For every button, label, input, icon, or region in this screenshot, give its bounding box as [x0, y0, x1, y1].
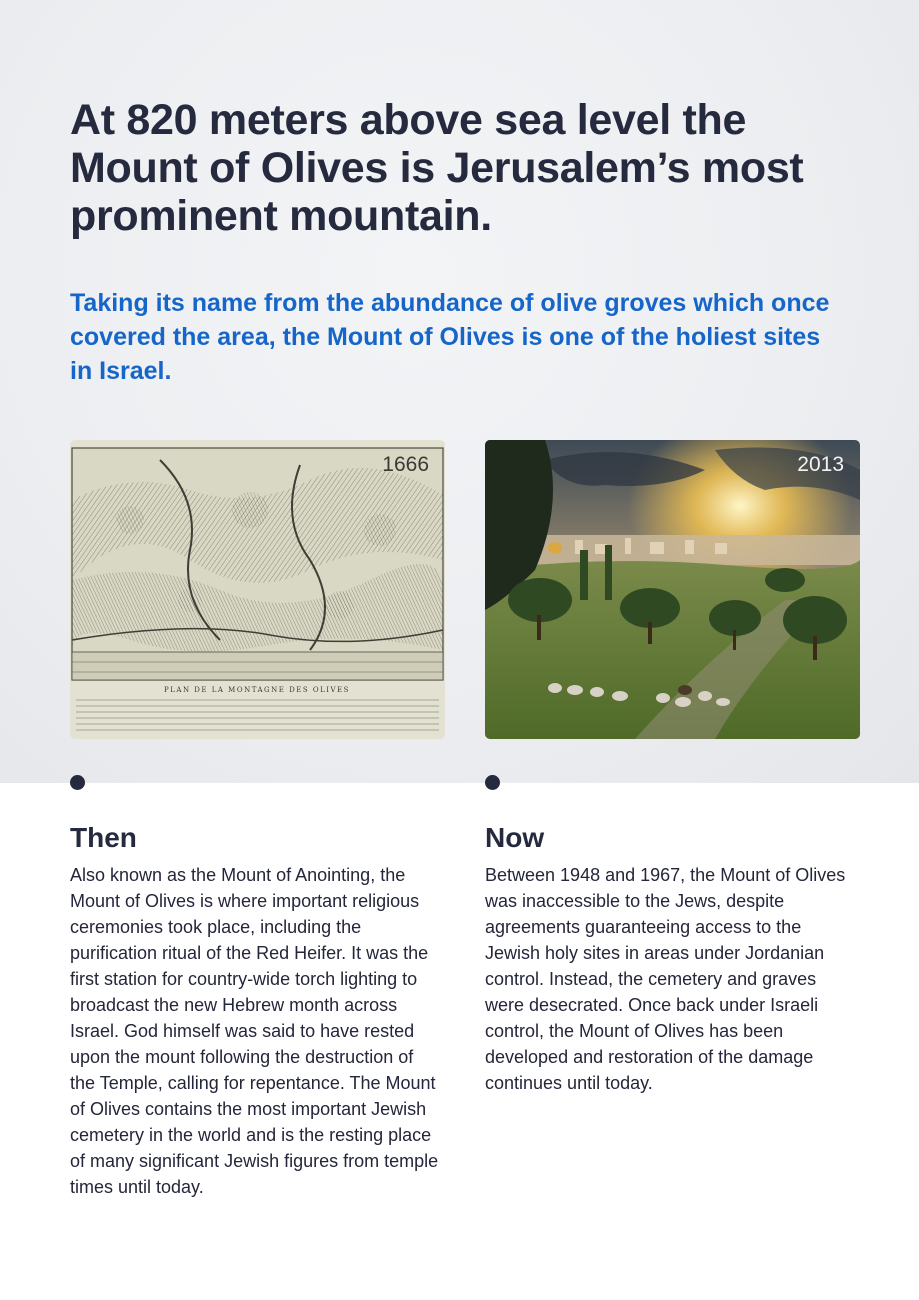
year-label-then: 1666 — [382, 453, 429, 476]
historic-map-image — [70, 440, 445, 739]
then-title: Then — [70, 822, 137, 853]
now-title: Now — [485, 822, 545, 853]
page-subheadline: Taking its name from the abundance of olive groves which once covered the area, the Mount of Olives is one of the holiest sites in Israel. — [70, 289, 830, 385]
timeline-dot-then — [70, 775, 85, 790]
page-headline: At 820 meters above sea level the Mount of Olives is Jerusalem’s most prominent mountain. — [70, 96, 804, 240]
year-label-now: 2013 — [797, 453, 844, 476]
now-body: Between 1948 and 1967, the Mount of Olives was inaccessible to the Jews, despite agreements guaranteeing access to the Jewish holy sites in areas under Jordanian control. Instead, the cemetery and graves were desecrated. Once back under Israeli control, the Mount of Olives has been developed and restoration of the damage continues until today. — [485, 865, 846, 1093]
map-caption: PLAN DE LA MONTAGNE DES OLIVES — [164, 686, 350, 694]
landscape-photo — [485, 440, 860, 739]
then-body: Also known as the Mount of Anointing, the Mount of Olives is where important religious ceremonies took place, including the purification ritual of the Red Heifer. It was the first station for country-wide torch lighting to broadcast the new Hebrew month across Israel. God himself was said to have rested upon the mount following the destruction of the Temple, calling for repentance. The Mount of Olives contains the most important Jewish cemetery in the world and is the resting place of many significant Jewish figures from temple times until today. — [70, 865, 439, 1197]
timeline-dot-now — [485, 775, 500, 790]
